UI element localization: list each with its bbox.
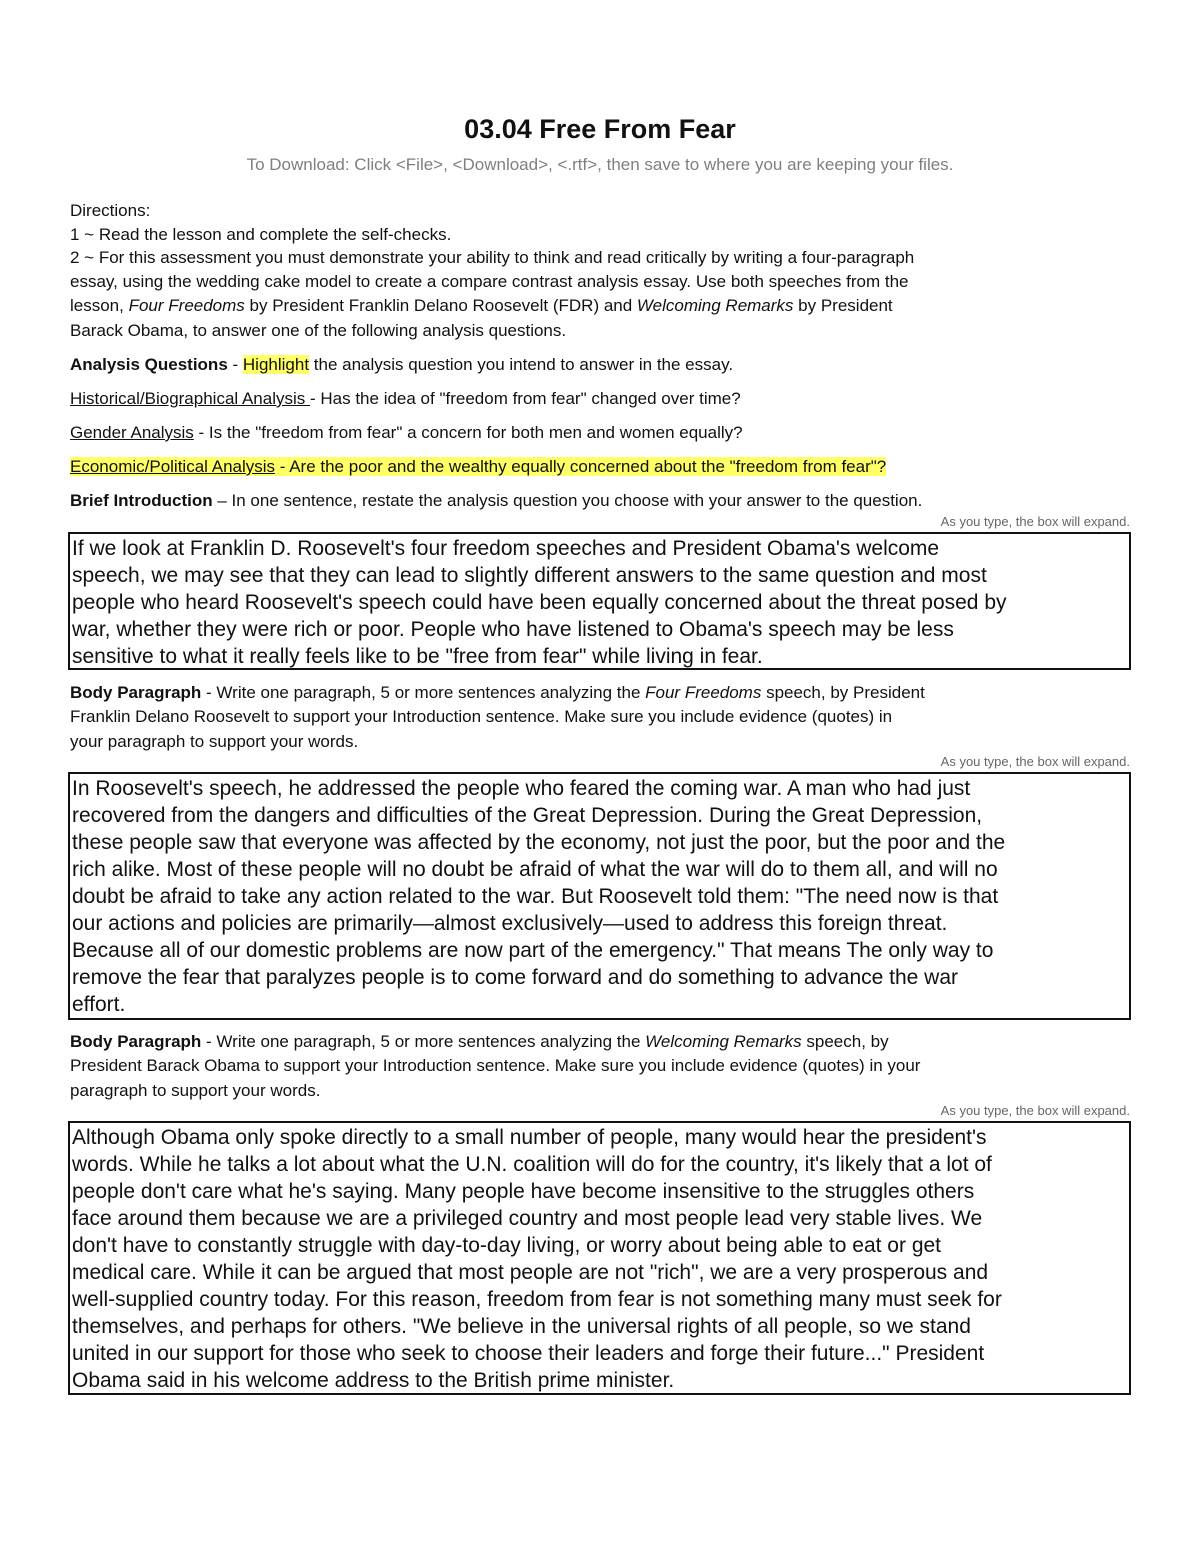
speech-title-welcoming-remarks: Welcoming Remarks [636, 296, 794, 315]
answer-text-line: recovered from the dangers and difficulties of the Great Depression. During the Great Depression, [72, 804, 983, 827]
answer-text-line: our actions and policies are primarily—almost exclusively—used to address this foreign threat. [72, 912, 948, 935]
answer-text-line: people who heard Roosevelt's speech could have been equally concerned about the threat posed by [72, 591, 1007, 614]
intro-heading: Brief Introduction [70, 491, 213, 510]
answer-text-line: medical care. While it can be argued that most people are not "rich", we are a very prosperous and [72, 1261, 989, 1284]
direction-text: by President Franklin Delano Roosevelt (FDR) and [244, 296, 637, 315]
answer-text-line: face around them because we are a privileged country and most people lead very stable lives. We [72, 1207, 983, 1230]
speech-title-four-freedoms: Four Freedoms [128, 296, 245, 315]
box-expand-hint: As you type, the box will expand. [940, 514, 1130, 529]
highlight-word: Highlight [242, 355, 310, 374]
answer-text-line: In Roosevelt's speech, he addressed the people who feared the coming war. A man who had just [72, 777, 971, 800]
answer-text-line: sensitive to what it really feels like to be "free from fear" while living in fear. [72, 645, 763, 668]
intro-instruction [70, 489, 922, 513]
answer-text-line: If we look at Franklin D. Roosevelt's four freedom speeches and President Obama's welcome [72, 537, 940, 560]
direction-item-2-line-2: essay, using the wedding cake model to create a compare contrast analysis essay. Use both speeches from the [70, 272, 909, 291]
answer-text-line: words. While he talks a lot about what the U.N. coalition will do for the country, it's likely that a lot of [72, 1153, 992, 1176]
speech-title-four-freedoms: Four Freedoms [645, 683, 762, 702]
body2-instruction-line-1 [70, 1030, 889, 1054]
direction-text: by President [793, 296, 893, 315]
intro-instruction-text: – In one sentence, restate the analysis question you choose with your answer to the question. [212, 491, 923, 510]
body1-instruction-line-3: your paragraph to support your words. [70, 732, 359, 751]
speech-title-welcoming-remarks: Welcoming Remarks [645, 1032, 802, 1051]
download-instructions: To Download: Click <File>, <Download>, <.rtf>, then save to where you are keeping your files. [246, 155, 954, 174]
question-label: Economic/Political Analysis [70, 457, 276, 476]
body2-heading: Body Paragraph [70, 1032, 202, 1051]
answer-text-line: people don't care what he's saying. Many people have become insensitive to the struggles others [72, 1180, 975, 1203]
box-expand-hint: As you type, the box will expand. [940, 754, 1130, 769]
question-gender[interactable] [70, 421, 743, 445]
answer-text-line: Because all of our domestic problems are now part of the emergency." That means The only way to [72, 939, 994, 962]
instruction-text: speech, by [801, 1032, 889, 1051]
answer-text-line: these people saw that everyone was affected by the economy, not just the poor, but the poor and the [72, 831, 1006, 854]
instruction-text: - Write one paragraph, 5 or more sentences analyzing the [201, 1032, 646, 1051]
direction-item-2-line-1: 2 ~ For this assessment you must demonstrate your ability to think and read critically by writing a four-paragraph [70, 248, 915, 267]
analysis-questions-instruction [70, 353, 733, 377]
body1-instruction-line-2: Franklin Delano Roosevelt to support your Introduction sentence. Make sure you include evidence (quotes) in [70, 707, 893, 726]
body1-instruction-line-1 [70, 681, 925, 705]
page-title: 03.04 Free From Fear [464, 114, 736, 144]
intro-answer-box[interactable] [68, 532, 1131, 670]
answer-text-line: effort. [72, 993, 126, 1016]
answer-text-line: united in our support for those who seek to choose their leaders and forge their future..." President [72, 1342, 985, 1365]
answer-text-line: Obama said in his welcome address to the British prime minister. [72, 1369, 675, 1392]
body2-instruction-line-2: President Barack Obama to support your Introduction sentence. Make sure you include evidence (quotes) in your [70, 1056, 921, 1075]
body1-answer-box[interactable] [68, 772, 1131, 1020]
body2-instruction-line-3: paragraph to support your words. [70, 1081, 321, 1100]
answer-text-line: speech, we may see that they can lead to slightly different answers to the same question and most [72, 564, 987, 587]
dash: - [227, 355, 243, 374]
question-economic-political[interactable] [70, 455, 886, 479]
analysis-questions-heading: Analysis Questions [70, 355, 228, 374]
directions-label: Directions: [70, 201, 151, 220]
instruction-text: - Write one paragraph, 5 or more sentences analyzing the [201, 683, 646, 702]
question-text: - Are the poor and the wealthy equally concerned about the "freedom from fear"? [275, 457, 887, 476]
direction-item-2-line-4: Barack Obama, to answer one of the following analysis questions. [70, 321, 567, 340]
answer-text-line: Although Obama only spoke directly to a small number of people, many would hear the president's [72, 1126, 987, 1149]
answer-text-line: well-supplied country today. For this reason, freedom from fear is not something many must seek for [72, 1288, 1002, 1311]
answer-text-line: remove the fear that paralyzes people is to come forward and do something to advance the war [72, 966, 958, 989]
question-label: Historical/Biographical Analysis [70, 389, 310, 408]
answer-text-line: don't have to constantly struggle with day-to-day living, or worry about being able to eat or get [72, 1234, 942, 1257]
direction-text: lesson, [70, 296, 129, 315]
body2-answer-box[interactable] [68, 1121, 1131, 1395]
answer-text-line: themselves, and perhaps for others. "We believe in the universal rights of all people, so we stand [72, 1315, 971, 1338]
answer-text-line: doubt be afraid to take any action related to the war. But Roosevelt told them: "The need now is that [72, 885, 999, 908]
question-text: - Has the idea of "freedom from fear" changed over time? [310, 389, 741, 408]
box-expand-hint: As you type, the box will expand. [940, 1103, 1130, 1118]
direction-item-2-line-3 [70, 294, 893, 318]
answer-text-line: rich alike. Most of these people will no doubt be afraid of what the war will do to them all, and will no [72, 858, 998, 881]
question-text: - Is the "freedom from fear" a concern for both men and women equally? [193, 423, 743, 442]
question-label: Gender Analysis [70, 423, 194, 442]
instruction-text: speech, by President [761, 683, 925, 702]
body1-heading: Body Paragraph [70, 683, 202, 702]
direction-item-1: 1 ~ Read the lesson and complete the self-checks. [70, 225, 452, 244]
question-historical[interactable] [70, 387, 741, 411]
instruction-text: the analysis question you intend to answer in the essay. [309, 355, 734, 374]
answer-text-line: war, whether they were rich or poor. People who have listened to Obama's speech may be less [72, 618, 954, 641]
